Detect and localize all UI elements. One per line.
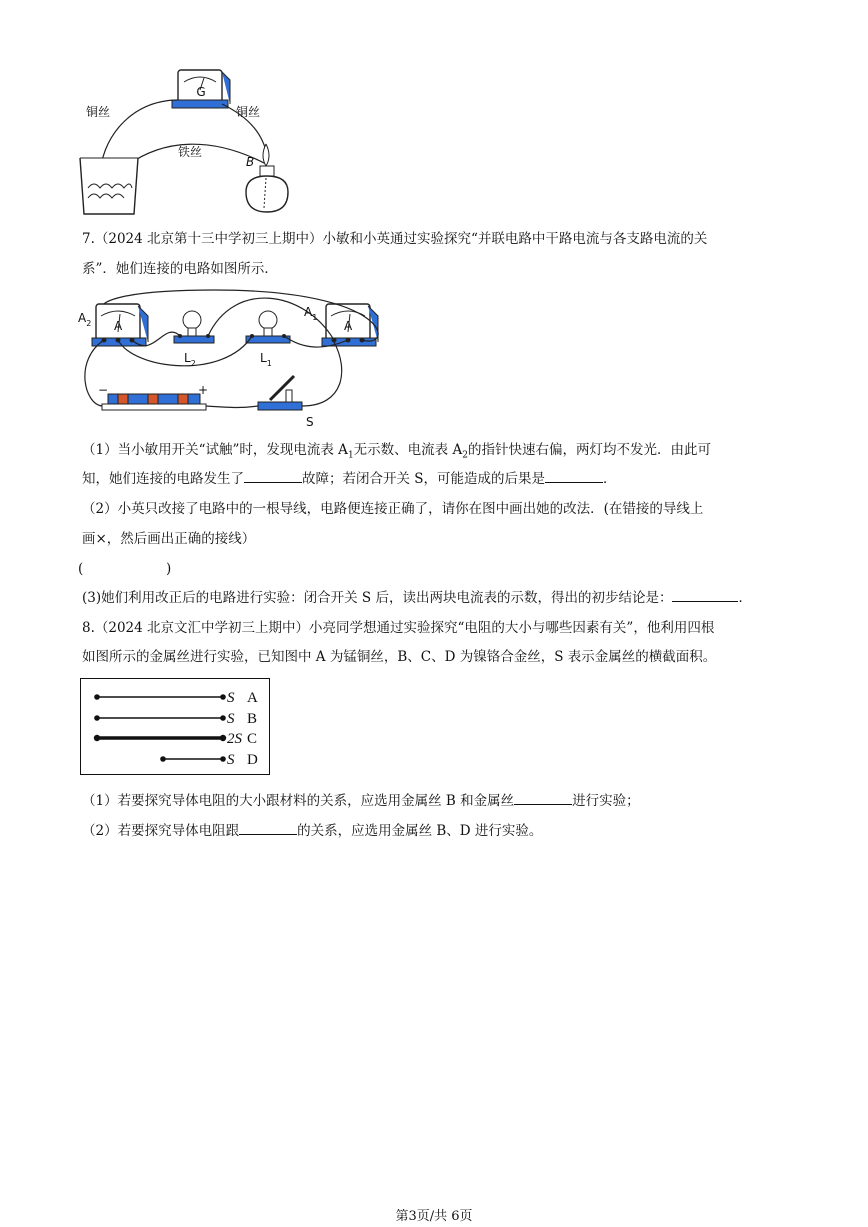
a2-meter-letter: A — [114, 319, 123, 333]
label-minus: − — [98, 383, 109, 397]
q8-title-line2: 如图所示的金属丝进行实验，已知图中 A 为锰铜丝，B、C、D 为镍铬合金丝，S 表示金属丝的横截面积。 — [82, 649, 717, 665]
q7-p3: (3)她们利用改正后的电路进行实验：闭合开关 S 后，读出两块电流表的示数，得出的初步结论是： ． — [82, 587, 752, 608]
label-copper-right: 铜丝 — [236, 105, 261, 119]
label-s: S — [306, 415, 314, 429]
lamp-l2-icon — [174, 311, 214, 343]
answer-blank[interactable] — [239, 820, 297, 835]
q8-title-line1: 8.（2024 北京文汇中学初三上期中）小亮同学想通过实验探究“电阻的大小与哪些因素有关”，他利用四根 — [82, 620, 715, 636]
wire-b-name: B — [247, 711, 258, 727]
answer-blank[interactable] — [514, 790, 572, 805]
wire-diagram-box — [80, 678, 270, 775]
battery-icon — [102, 394, 206, 410]
beaker-icon — [80, 158, 138, 214]
wire-d — [160, 756, 226, 762]
q8-p2: （2）若要探究导体电阻跟 的关系，应选用金属丝 B、D 进行实验。 — [82, 820, 542, 841]
wire-a-area: S — [227, 690, 235, 706]
q7-p2-paren-close: ) — [166, 561, 172, 577]
parallel-circuit-figure — [74, 290, 394, 430]
wire-b — [94, 715, 226, 721]
label-plus: + — [198, 383, 209, 397]
wire-d-area: S — [227, 752, 235, 768]
wire-b-area: S — [227, 711, 235, 727]
q7-p2-line1: （2）小英只改接了电路中的一根导线，电路便连接正确了，请你在图中画出她的改法．(在错接的导线上 — [82, 501, 704, 517]
wire-a-name: A — [247, 690, 258, 706]
q7-title-line2: 系”．她们连接的电路如图所示． — [82, 261, 278, 277]
label-a2: $A_2$ — [78, 311, 92, 328]
answer-blank[interactable] — [244, 468, 302, 483]
label-copper-left: 铜丝 — [86, 105, 111, 119]
q7-p2-line2: 画×，然后画出正确的接线） — [82, 531, 256, 547]
switch-icon — [258, 376, 302, 410]
lamp-l1-icon — [246, 311, 290, 343]
label-a1: $A_1$ — [304, 305, 318, 322]
q7-p2-paren-open: ( — [78, 561, 84, 577]
page-footer: 第3页/共 6页 — [395, 1209, 473, 1224]
q7-p1-line2: 知，她们连接的电路发生了 故障；若闭合开关 S，可能造成的后果是 ． — [82, 468, 617, 489]
wire-diagram — [81, 679, 271, 776]
label-iron: 铁丝 — [178, 145, 203, 159]
q7-p1-line1: （1）当小敏用开关“试触”时，发现电流表 $A_1$无示数、电流表 $A_2$的指针快速右偏，两灯均不发光．由此可 — [82, 442, 711, 461]
wire-c-area: 2S — [227, 731, 242, 747]
wire-d-name: D — [247, 752, 258, 768]
label-b: B — [246, 155, 255, 169]
answer-blank[interactable] — [545, 468, 603, 483]
label-l1: $L_1$ — [260, 351, 272, 368]
q8-p1: （1）若要探究导体电阻的大小跟材料的关系，应选用金属丝 B 和金属丝 进行实验； — [82, 790, 640, 811]
q7-title-line1: 7.（2024 北京第十三中学初三上期中）小敏和小英通过实验探究“并联电路中干路电流与各支路电流的关 — [82, 231, 708, 247]
galvanometer-label: G — [196, 85, 206, 99]
thermocouple-figure — [70, 60, 310, 220]
a1-meter-letter: A — [344, 319, 353, 333]
wire-a — [94, 694, 226, 700]
wire-c-name: C — [247, 731, 258, 747]
label-l2: $L_2$ — [184, 351, 196, 368]
wire-c — [94, 735, 226, 741]
answer-blank[interactable] — [672, 587, 738, 602]
